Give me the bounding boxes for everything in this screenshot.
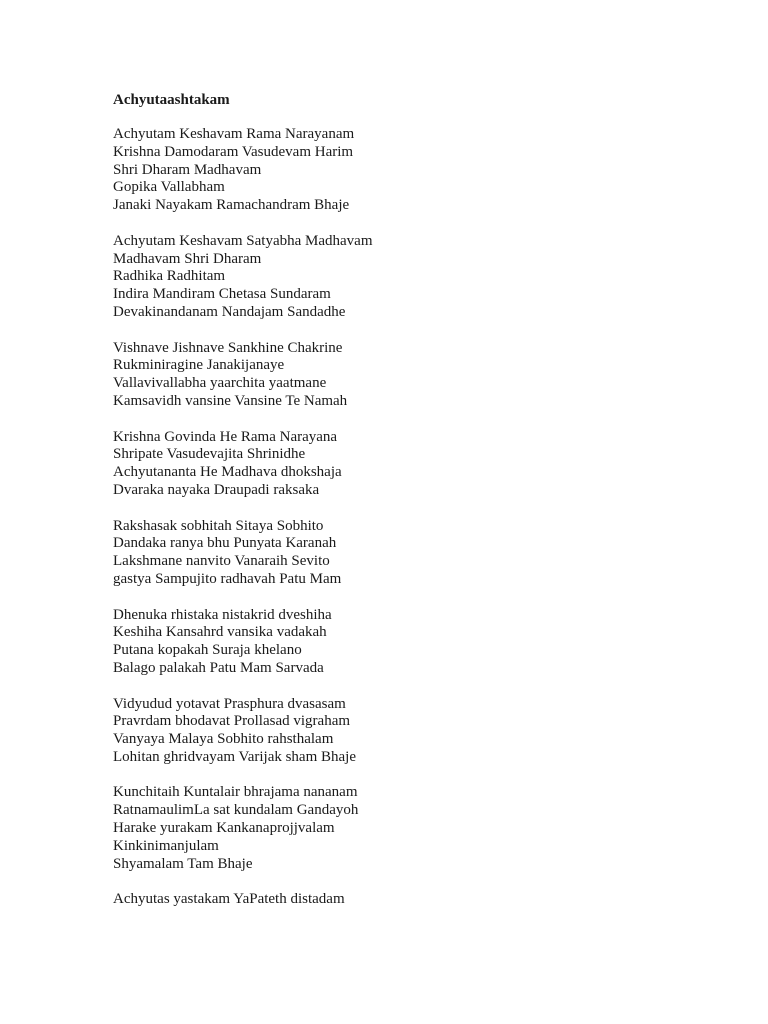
stanza-5 (113, 518, 713, 589)
verse-line: Achyutas yastakam YaPateth distadam (113, 891, 345, 908)
verse-line: Rakshasak sobhitah Sitaya Sobhito (113, 517, 324, 534)
verse-line: Achyutananta He Madhava dhokshaja (113, 464, 342, 481)
verse-line: Kamsavidh vansine Vansine Te Namah (113, 392, 348, 409)
verse-line: Dandaka ranya bhu Punyata Karanah (113, 535, 337, 552)
verse-line: Achyutam Keshavam Satyabha Madhavam (113, 232, 373, 249)
stanza-4 (113, 429, 713, 500)
verse-line: Janaki Nayakam Ramachandram Bhaje (113, 197, 350, 214)
verse-line: Krishna Damodaram Vasudevam Harim (113, 143, 354, 160)
verse-line: Achyutam Keshavam Rama Narayanam (113, 126, 355, 142)
stanza-6 (113, 607, 713, 678)
verse-line: Krishna Govinda He Rama Narayana (113, 428, 338, 445)
verse-line: gastya Sampujito radhavah Patu Mam (113, 570, 342, 587)
verse-line: Dvaraka nayaka Draupadi raksaka (113, 481, 320, 498)
verse-line: Vallavivallabha yaarchita yaatmane (113, 375, 327, 392)
verse-line: Indira Mandiram Chetasa Sundaram (113, 286, 331, 303)
stanza-7 (113, 696, 713, 767)
verse-line: Lohitan ghridvayam Varijak sham Bhaje (113, 748, 356, 765)
stanza-8 (113, 784, 713, 873)
stanza-2 (113, 233, 713, 322)
verse-line: Pravrdam bhodavat Prollasad vigraham (113, 713, 351, 730)
verse-line: Harake yurakam Kankanaprojjvalam (113, 820, 335, 837)
verse-line: Keshiha Kansahrd vansika vadakah (113, 624, 327, 641)
verse-line: Shyamalam Tam Bhaje (113, 855, 253, 872)
verse-line: Rukminiragine Janakijanaye (113, 357, 285, 374)
verse-line: Shripate Vasudevajita Shrinidhe (113, 446, 306, 463)
verse-line: Vishnave Jishnave Sankhine Chakrine (113, 339, 343, 356)
verse-line: Kinkinimanjulam (113, 837, 219, 854)
verse-line: Dhenuka rhistaka nistakrid dveshiha (113, 606, 332, 623)
verse-line: Devakinandanam Nandajam Sandadhe (113, 303, 346, 320)
document-page (113, 91, 713, 927)
verse-line: Shri Dharam Madhavam (113, 161, 262, 178)
verse-line: RatnamaulimLa sat kundalam Gandayoh (113, 802, 359, 819)
verse-line: Putana kopakah Suraja khelano (113, 642, 302, 659)
verse-line: Vanyaya Malaya Sobhito rahsthalam (113, 731, 334, 748)
verse-line: Gopika Vallabham (113, 179, 225, 196)
stanza-1 (113, 126, 713, 215)
verse-line: Radhika Radhitam (113, 268, 226, 285)
verse-line: Kunchitaih Kuntalair bhrajama nananam (113, 784, 358, 801)
verse-line: Balago palakah Patu Mam Sarvada (113, 659, 324, 676)
verse-line: Madhavam Shri Dharam (113, 250, 262, 267)
verse-line: Lakshmane nanvito Vanaraih Sevito (113, 553, 330, 570)
stanza-9 (113, 891, 713, 909)
document-title: Achyutaashtakam (113, 92, 230, 108)
verse-line: Vidyudud yotavat Prasphura dvasasam (113, 695, 346, 712)
stanza-3 (113, 340, 713, 411)
